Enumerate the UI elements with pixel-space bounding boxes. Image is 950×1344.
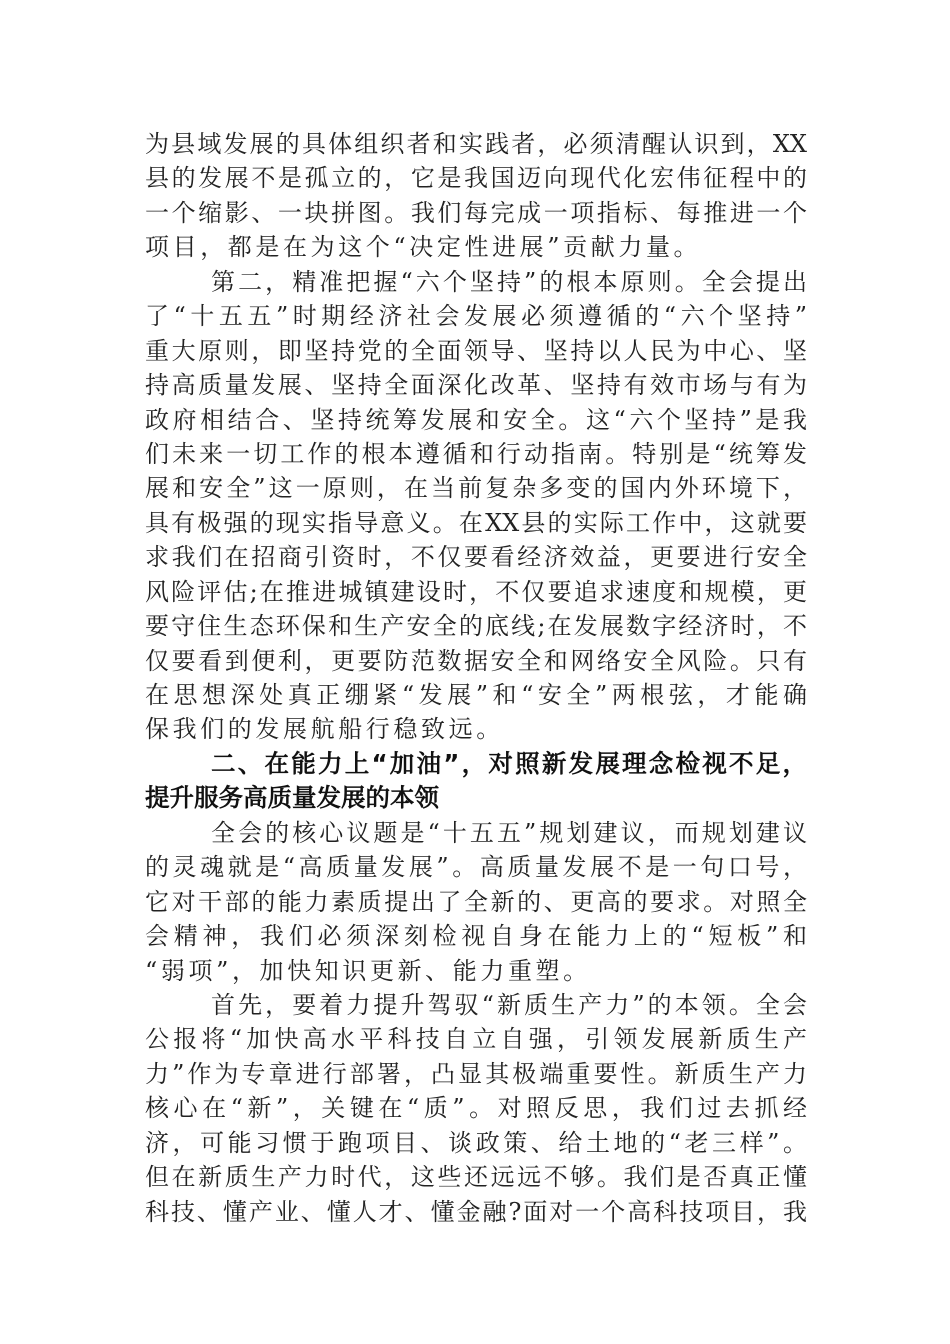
text-line: 核心在“新”，关键在“质”。对照反思，我们过去抓经 <box>145 1094 807 1123</box>
text-line: 为县域发展的具体组织者和实践者，必须清醒认识到，XX <box>145 130 807 158</box>
text-line: 但在新质生产力时代，这些还远远不够。我们是否真正懂 <box>145 1163 807 1192</box>
text-line: 风险评估;在推进城镇建设时，不仅要追求速度和规模，更 <box>145 577 807 606</box>
text-line: 科技、懂产业、懂人才、懂金融?面对一个高科技项目，我 <box>145 1197 807 1226</box>
text-line: 的灵魂就是“高质量发展”。高质量发展不是一句口号， <box>145 853 807 882</box>
text-line: 持高质量发展、坚持全面深化改革、坚持有效市场与有为 <box>145 371 807 400</box>
text-line: 仅要看到便利，更要防范数据安全和网络安全风险。只有 <box>145 646 807 675</box>
text-line: 了“十五五”时期经济社会发展必须遵循的“六个坚持” <box>145 302 807 331</box>
text-line: 第二，精准把握“六个坚持”的根本原则。全会提出 <box>211 267 807 296</box>
text-line: 全会的核心议题是“十五五”规划建议，而规划建议 <box>211 818 807 847</box>
body-paragraph <box>145 816 807 988</box>
text-line: 保我们的发展航船行稳致远。 <box>145 715 504 744</box>
text-line: 重大原则，即坚持党的全面领导、坚持以人民为中心、坚 <box>145 336 807 365</box>
text-line: 要守住生态环保和生产安全的底线;在发展数字经济时，不 <box>145 612 807 641</box>
body-paragraph <box>145 265 807 747</box>
text-line: 政府相结合、坚持统筹发展和安全。这“六个坚持”是我 <box>145 405 807 434</box>
text-line: 县的发展不是孤立的，它是我国迈向现代化宏伟征程中的 <box>145 164 807 193</box>
document-page <box>145 127 807 1229</box>
text-line: 会精神，我们必须深刻检视自身在能力上的“短板”和 <box>145 922 807 951</box>
body-paragraph <box>145 127 807 265</box>
text-line: 展和安全”这一原则，在当前复杂多变的国内外环境下， <box>145 474 807 503</box>
text-line: 求我们在招商引资时，不仅要看经济效益，更要进行安全 <box>145 543 807 572</box>
heading-line: 二、在能力上“加油”，对照新发展理念检视不足， <box>211 748 807 778</box>
text-line: 济，可能习惯于跑项目、谈政策、给土地的“老三样”。 <box>145 1128 807 1157</box>
section-heading <box>145 747 807 816</box>
text-line: 们未来一切工作的根本遵循和行动指南。特别是“统筹发 <box>145 439 807 468</box>
text-line: 具有极强的现实指导意义。在XX县的实际工作中，这就要 <box>145 508 807 537</box>
text-line: 在思想深处真正绷紧“发展”和“安全”两根弦，才能确 <box>145 681 807 709</box>
text-line: 它对干部的能力素质提出了全新的、更高的要求。对照全 <box>145 887 807 916</box>
text-line: “弱项”，加快知识更新、能力重塑。 <box>145 956 591 985</box>
text-line: 公报将“加快高水平科技自立自强，引领发展新质生产 <box>145 1025 807 1054</box>
text-line: 首先，要着力提升驾驭“新质生产力”的本领。全会 <box>211 990 807 1019</box>
text-line: 力”作为专章进行部署，凸显其极端重要性。新质生产力 <box>145 1059 807 1088</box>
body-paragraph <box>145 988 807 1229</box>
text-line: 一个缩影、一块拼图。我们每完成一项指标、每推进一个 <box>145 198 807 227</box>
heading-line: 提升服务高质量发展的本领 <box>145 783 439 813</box>
text-line: 项目，都是在为这个“决定性进展”贡献力量。 <box>145 233 702 262</box>
